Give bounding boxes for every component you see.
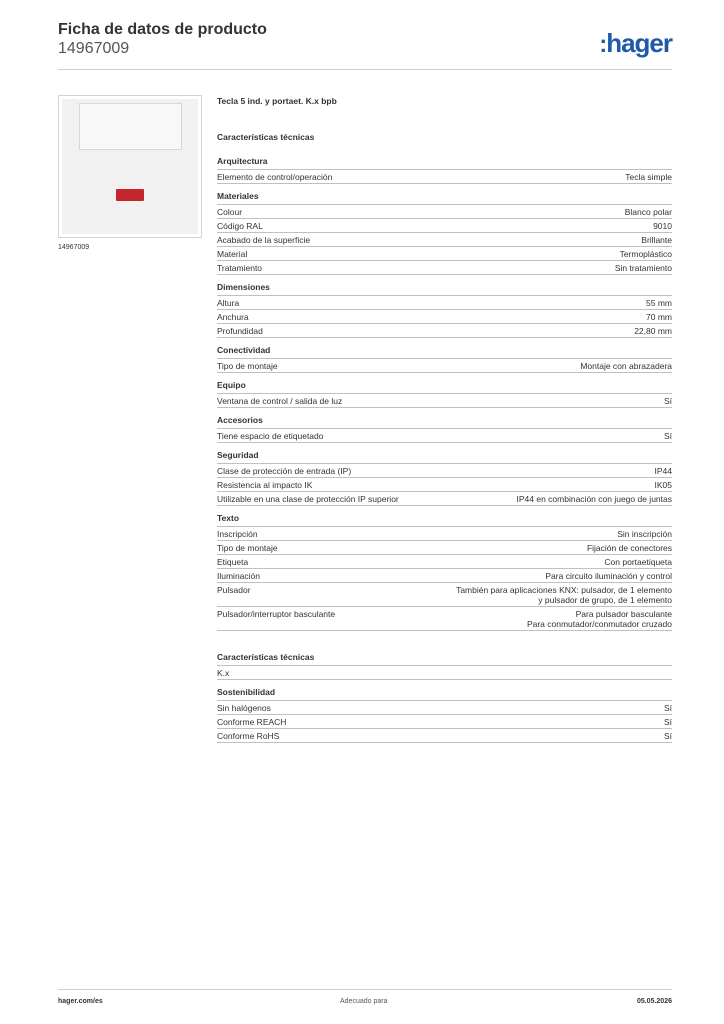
spec-label: Ventana de control / salida de luz: [217, 396, 343, 406]
section-title: Características técnicas: [217, 652, 672, 666]
hager-logo: :hager: [599, 28, 672, 58]
product-name: Tecla 5 ind. y portaet. K.x bpb: [217, 96, 337, 106]
spec-label: Clase de protección de entrada (IP): [217, 466, 352, 476]
spacer: [217, 638, 672, 652]
spec-section: [217, 345, 672, 373]
spec-label: Inscripción: [217, 529, 258, 539]
spec-section: [217, 513, 672, 631]
spec-value: Sí: [663, 717, 672, 727]
spec-value: Sí: [663, 731, 672, 741]
spec-label: Utilizable en una clase de protección IP superior: [217, 494, 399, 504]
spec-label: Tipo de montaje: [217, 361, 278, 371]
spec-label: Material: [217, 249, 248, 259]
spec-value: 9010: [653, 221, 672, 231]
spec-label: Tiene espacio de etiquetado: [217, 431, 324, 441]
spec-label: Conforme REACH: [217, 717, 287, 727]
spec-value: IP44: [654, 466, 672, 476]
section-title: Equipo: [217, 380, 672, 394]
spec-value: Sí: [663, 396, 672, 406]
spec-label: Resistencia al impacto IK: [217, 480, 313, 490]
spec-value: Blanco polar: [624, 207, 672, 217]
document-title: Ficha de datos de producto: [58, 21, 267, 38]
spec-label: Tratamiento: [217, 263, 263, 273]
spec-label: Conforme RoHS: [217, 731, 280, 741]
spec-row: [217, 729, 672, 743]
header-divider: [58, 69, 672, 70]
spec-row: [217, 701, 672, 715]
spec-value: Fijación de conectores: [586, 543, 672, 553]
spec-section: [217, 450, 672, 506]
section-title: Seguridad: [217, 450, 672, 464]
spec-row: [217, 464, 672, 478]
spec-row: [217, 247, 672, 261]
spec-row: [217, 170, 672, 184]
spec-section: [217, 282, 672, 338]
spec-value: También para aplicaciones KNX: pulsador, de 1 elemento y pulsador de grupo, de 1 elemento: [456, 585, 672, 605]
spec-value: IK05: [654, 480, 672, 490]
spec-value: 22,80 mm: [634, 326, 672, 336]
spec-row: [217, 583, 672, 607]
spec-label: Código RAL: [217, 221, 263, 231]
spec-label: Profundidad: [217, 326, 263, 336]
spec-row: [217, 205, 672, 219]
spec-row: [217, 261, 672, 275]
spec-sections-secondary: [217, 652, 672, 743]
spec-label: Iluminación: [217, 571, 260, 581]
spec-value: IP44 en combinación con juego de juntas: [516, 494, 672, 504]
section-title: Texto: [217, 513, 672, 527]
spec-row: [217, 541, 672, 555]
spec-row: [217, 569, 672, 583]
spec-value: Termoplástico: [619, 249, 672, 259]
spec-row: [217, 233, 672, 247]
spec-value: Para pulsador basculante Para conmutador/conmutador cruzado: [526, 609, 672, 629]
spec-row: [217, 296, 672, 310]
label-window: [79, 103, 182, 150]
spec-value: Sí: [663, 703, 672, 713]
section-title: Conectividad: [217, 345, 672, 359]
spec-row: [217, 429, 672, 443]
spec-label: Colour: [217, 207, 243, 217]
spec-label: Altura: [217, 298, 240, 308]
spec-row: [217, 478, 672, 492]
spec-row: [217, 555, 672, 569]
spec-row: [217, 219, 672, 233]
spec-row: [217, 492, 672, 506]
spec-section: [217, 687, 672, 743]
spec-label: Pulsador/interruptor basculante: [217, 609, 336, 619]
spec-section: [217, 415, 672, 443]
spec-label: Pulsador: [217, 585, 251, 595]
spec-row: [217, 310, 672, 324]
spec-section: [217, 191, 672, 275]
spec-label: Anchura: [217, 312, 249, 322]
spec-row: [217, 527, 672, 541]
spec-section: [217, 156, 672, 184]
spec-row: [217, 324, 672, 338]
spec-value: 70 mm: [646, 312, 672, 322]
spec-label: Etiqueta: [217, 557, 249, 567]
section-title: Dimensiones: [217, 282, 672, 296]
spec-value: Sí: [663, 431, 672, 441]
spec-section: [217, 652, 672, 680]
spec-heading: Características técnicas: [217, 132, 315, 142]
spec-value: Con portaetiqueta: [604, 557, 672, 567]
spec-value: Sin inscripción: [617, 529, 672, 539]
spec-row: [217, 607, 672, 631]
section-title: Arquitectura: [217, 156, 672, 170]
section-title: Sostenibilidad: [217, 687, 672, 701]
spec-row: [217, 715, 672, 729]
spec-value: Sin tratamiento: [614, 263, 672, 273]
product-code: 14967009: [58, 40, 130, 57]
spec-value: Montaje con abrazadera: [580, 361, 672, 371]
footer-divider: [58, 989, 672, 990]
spec-label: Tipo de montaje: [217, 543, 278, 553]
page-header: [58, 20, 672, 58]
spec-row: [217, 666, 672, 680]
spec-content: [217, 95, 672, 750]
section-title: Materiales: [217, 191, 672, 205]
product-image: [58, 95, 202, 238]
spec-row: [217, 394, 672, 408]
spec-row: [217, 359, 672, 373]
spec-value: Para circuito iluminación y control: [545, 571, 672, 581]
switch-plate: [62, 99, 198, 234]
spec-label: Elemento de control/operación: [217, 172, 333, 182]
footer-note: Adecuado para: [340, 998, 388, 1005]
section-title: Accesorios: [217, 415, 672, 429]
spec-label: K.x: [217, 668, 230, 678]
spec-value: Tecla simple: [625, 172, 672, 182]
spec-label: Acabado de la superficie: [217, 235, 311, 245]
spec-value: Brillante: [641, 235, 672, 245]
image-caption: 14967009: [58, 244, 90, 251]
indicator-led: [116, 189, 144, 201]
spec-sections: [217, 156, 672, 631]
footer-website: hager.com/es: [58, 998, 103, 1005]
spec-value: 55 mm: [646, 298, 672, 308]
spec-label: Sin halógenos: [217, 703, 271, 713]
footer-date: 05.05.2026: [636, 998, 672, 1005]
spec-section: [217, 380, 672, 408]
logo-text: hager: [606, 28, 672, 58]
